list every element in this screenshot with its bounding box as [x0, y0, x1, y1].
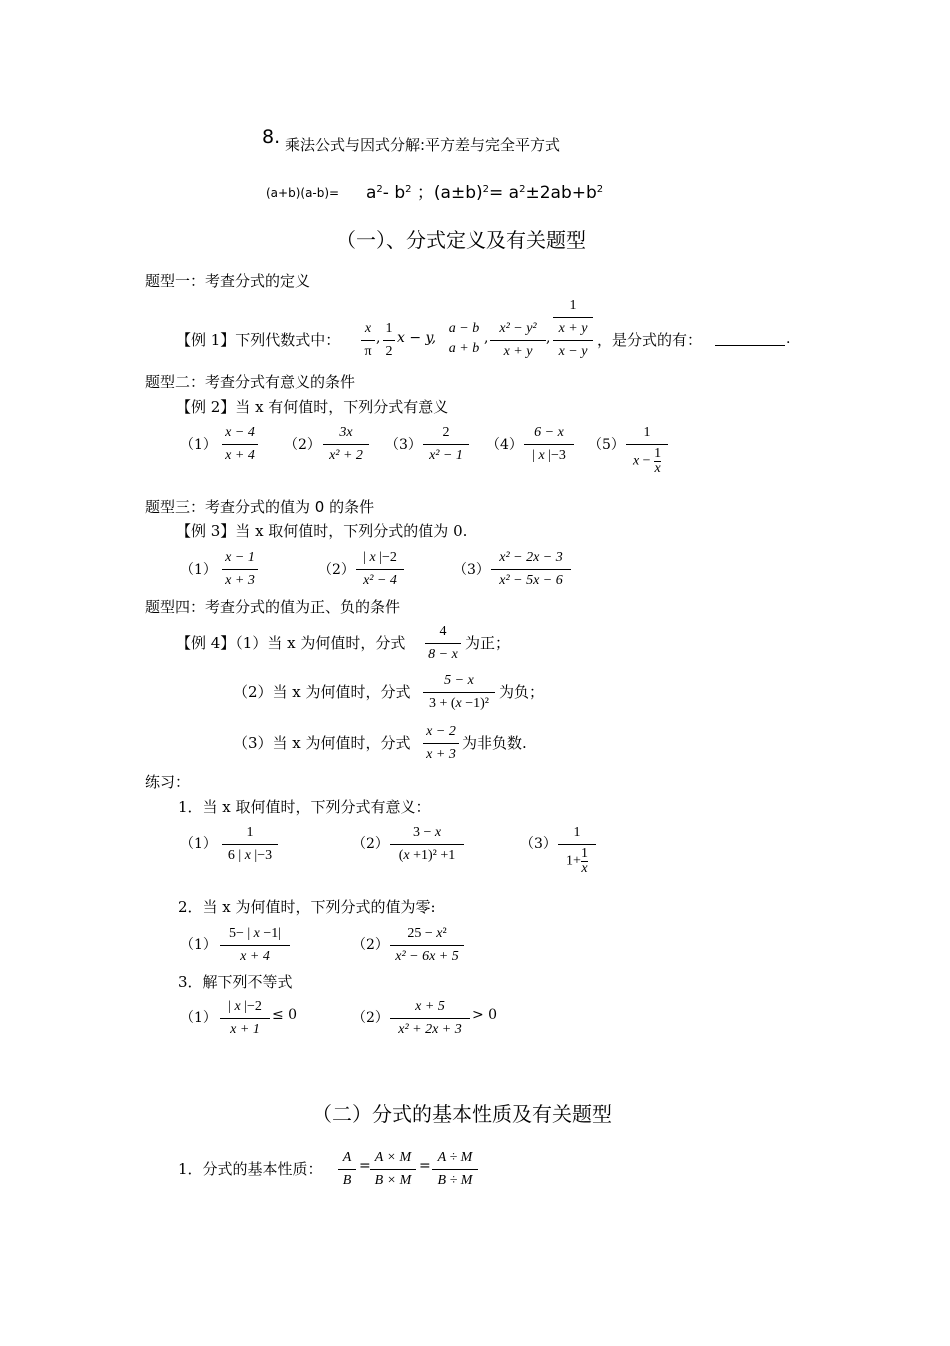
ex2-frac5: 1 x − $\frac{1}{x}$	[626, 424, 668, 476]
prop-frac2: A × M B × M	[370, 1149, 416, 1190]
ex2-frac4: 6 − x | x |−3	[524, 424, 574, 465]
p3-leq: ≤ 0	[272, 1007, 298, 1023]
p2-frac2: 25 − x² x² − 6x + 5	[390, 925, 464, 966]
p2-item2: （2）	[352, 937, 389, 953]
formula-left: (a+b)(a-b)=	[266, 186, 340, 200]
ex2-frac3: 2 x² − 1	[423, 424, 469, 465]
ex4-frac1: 4 8 − x	[425, 623, 461, 664]
ex3-item1: （1）	[180, 562, 217, 578]
ex4-frac2: 5 − x 3 + (x −1)²	[423, 672, 495, 713]
p1-frac2: 3 − x (x +1)² +1	[390, 824, 464, 865]
prop-frac1: A B	[338, 1149, 356, 1190]
ex3-frac1: x − 1 x + 3	[222, 549, 258, 590]
p3-item2: （2）	[352, 1010, 389, 1026]
ex1-frac-a: x π	[361, 320, 375, 361]
prop-frac3: A ÷ M B ÷ M	[432, 1149, 478, 1190]
ex2-item5: （5）	[588, 437, 625, 453]
prop-eq: =	[419, 1158, 431, 1174]
ex4-line3-post: 为非负数.	[462, 734, 527, 752]
p1-frac1: 1 6 | x |−3	[222, 824, 278, 865]
ex1-frac-e: 1 x + y x − y	[553, 297, 593, 361]
type1-label: 题型一：考查分式的定义	[145, 272, 311, 290]
ex4-line1-pre: 【例 4】（1）当 x 为何值时，分式	[176, 634, 406, 652]
ex1-comma: ,	[484, 330, 489, 346]
ex2-item2: （2）	[284, 437, 321, 453]
practice-q3: 3．解下列不等式	[178, 973, 293, 991]
ex4-frac3: x − 2 x + 3	[423, 723, 459, 764]
ex3-item3: （3）	[453, 562, 490, 578]
type3-label: 题型三：考查分式的值为 0 的条件	[145, 498, 375, 516]
ex1-frac-b: 1 2	[383, 320, 395, 361]
ex4-line3-pre: （3）当 x 为何值时，分式	[233, 734, 411, 752]
ex1-term-b: x − y,	[397, 330, 437, 346]
p3-gt: > 0	[472, 1007, 498, 1023]
p1-item1: （1）	[180, 836, 217, 852]
p3-item1: （1）	[180, 1010, 217, 1026]
p1-item2: （2）	[352, 836, 389, 852]
ex1-frac-c: a − b a + b	[448, 321, 480, 356]
ex2-item1: （1）	[180, 437, 217, 453]
example1-end: .	[786, 331, 791, 347]
ex2-item4: （4）	[486, 437, 523, 453]
ex4-line2-post: 为负；	[499, 683, 545, 701]
answer-blank[interactable]	[715, 345, 785, 346]
practice-label: 练习：	[145, 773, 191, 791]
ex1-frac-d: x² − y² x + y	[490, 320, 546, 361]
p2-frac1: 5− | x −1| x + 4	[220, 925, 290, 966]
p2-item1: （1）	[180, 937, 217, 953]
p3-frac2: x + 5 x² + 2x + 3	[390, 998, 470, 1039]
practice-q2: 2．当 x 为何值时，下列分式的值为零:	[178, 898, 436, 916]
ex3-frac3: x² − 2x − 3 x² − 5x − 6	[491, 549, 571, 590]
ex3-frac2: | x |−2 x² − 4	[356, 549, 404, 590]
ex2-frac1: x − 4 x + 4	[222, 424, 258, 465]
ex1-comma: ,	[546, 330, 551, 346]
prop-eq: =	[359, 1158, 371, 1174]
ex1-comma: ,	[376, 330, 381, 346]
p1-frac3: 1 1+ $\frac{1}{x}$	[558, 824, 596, 876]
property-label: 1．分式的基本性质：	[178, 1160, 323, 1178]
formula-right: $a^2-$ $b^2$ ；$(a\pm b)^2= a^2\pm 2ab+b^2$	[366, 183, 604, 203]
p1-item3: （3）	[520, 836, 557, 852]
header-title: 乘法公式与因式分解:平方差与完全平方式	[285, 136, 561, 154]
ex2-item3: （3）	[385, 437, 422, 453]
section1-title: （一）、分式定义及有关题型	[336, 228, 586, 252]
example1-label: 【例 1】下列代数式中：	[176, 331, 341, 349]
section2-title: （二）分式的基本性质及有关题型	[312, 1102, 612, 1126]
ex2-frac2: 3x x² + 2	[323, 424, 369, 465]
p3-frac1: | x |−2 x + 1	[220, 998, 270, 1039]
ex3-item2: （2）	[318, 562, 355, 578]
type2-label: 题型二：考查分式有意义的条件	[145, 373, 356, 391]
ex4-line1-post: 为正；	[465, 634, 511, 652]
type4-label: 题型四：考查分式的值为正、负的条件	[145, 598, 401, 616]
header-number: 8.	[262, 126, 281, 148]
example2-label: 【例 2】当 x 有何值时，下列分式有意义	[176, 398, 449, 416]
ex4-line2-pre: （2）当 x 为何值时，分式	[233, 683, 411, 701]
practice-q1: 1．当 x 取何值时，下列分式有意义：	[178, 798, 431, 816]
example1-tail: ，是分式的有：	[597, 331, 703, 349]
example3-label: 【例 3】当 x 取何值时，下列分式的值为 0.	[176, 522, 468, 540]
